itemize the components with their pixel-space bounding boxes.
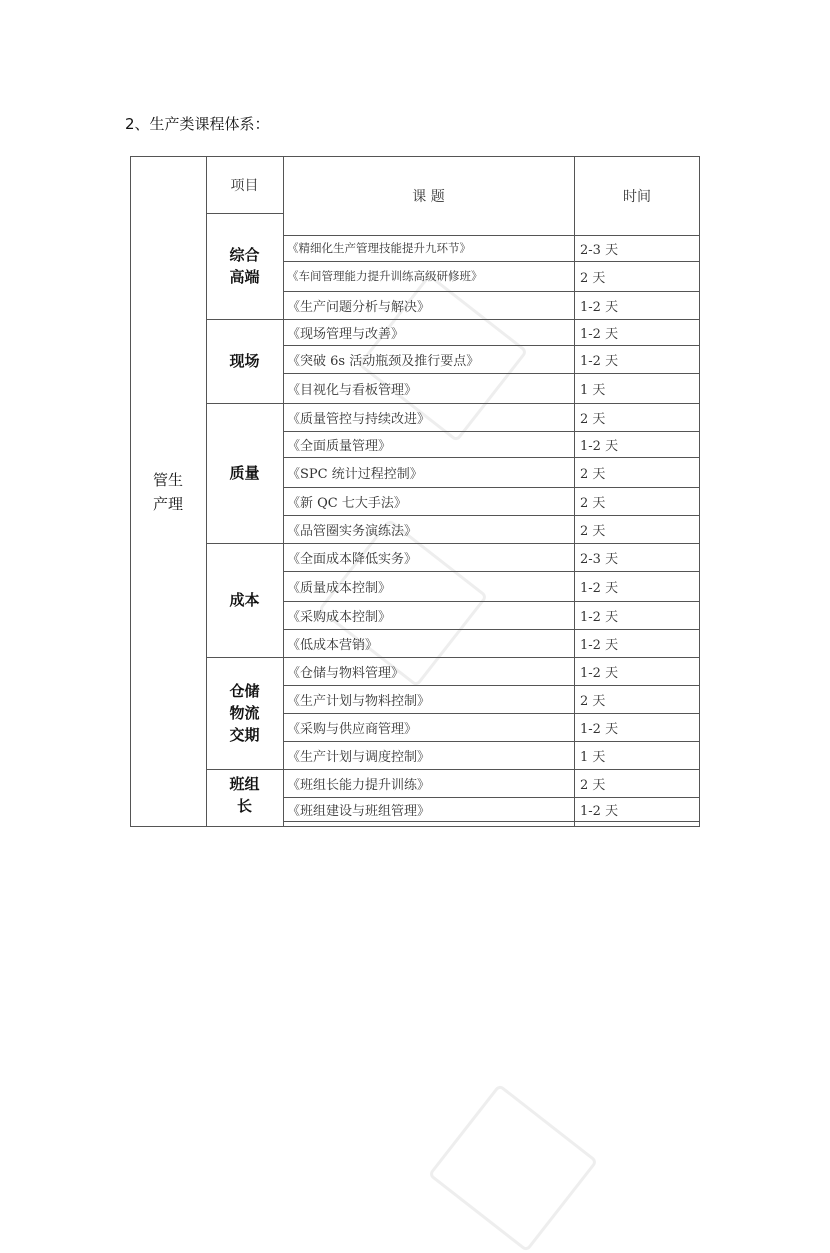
course-title: 《质量管控与持续改进》 bbox=[287, 411, 431, 427]
course-duration: 1-2 天 bbox=[580, 438, 619, 454]
course-duration: 2-3 天 bbox=[580, 551, 619, 567]
group-label: 班组 长 bbox=[229, 775, 260, 815]
course-title: 《班组长能力提升训练》 bbox=[287, 777, 431, 793]
course-title: 《质量成本控制》 bbox=[287, 580, 392, 596]
section-heading: 2、生产类课程体系： bbox=[125, 115, 270, 133]
course-title: 《品管圈实务演练法》 bbox=[287, 523, 418, 539]
course-title: 《采购成本控制》 bbox=[287, 609, 392, 625]
course-duration: 1-2 天 bbox=[580, 580, 619, 596]
course-title: 《现场管理与改善》 bbox=[287, 326, 405, 342]
course-duration: 2 天 bbox=[580, 523, 606, 539]
course-title: 《生产问题分析与解决》 bbox=[287, 299, 431, 315]
course-title: 《班组建设与班组管理》 bbox=[287, 803, 431, 819]
course-duration: 1-2 天 bbox=[580, 637, 619, 653]
group-label: 成本 bbox=[229, 591, 260, 609]
course-duration: 1-2 天 bbox=[580, 326, 619, 342]
course-duration: 1-2 天 bbox=[580, 299, 619, 315]
course-duration: 2 天 bbox=[580, 495, 606, 511]
course-title: 《全面成本降低实务》 bbox=[287, 551, 418, 567]
course-title: 《车间管理能力提升训练高级研修班》 bbox=[287, 269, 483, 283]
course-duration: 1-2 天 bbox=[580, 721, 619, 737]
course-title: 《新 QC 七大手法》 bbox=[287, 495, 407, 511]
group-label: 质量 bbox=[229, 464, 260, 482]
course-title: 《突破 6s 活动瓶颈及推行要点》 bbox=[287, 353, 480, 369]
header-item: 项目 bbox=[230, 177, 259, 194]
table-border bbox=[283, 156, 284, 827]
course-title: 《采购与供应商管理》 bbox=[287, 721, 418, 737]
course-duration: 1-2 天 bbox=[580, 665, 619, 681]
group-label: 现场 bbox=[229, 352, 260, 370]
course-duration: 1-2 天 bbox=[580, 609, 619, 625]
course-duration: 2 天 bbox=[580, 411, 606, 427]
table-border bbox=[130, 826, 700, 827]
course-duration: 1-2 天 bbox=[580, 353, 619, 369]
course-duration: 2 天 bbox=[580, 270, 606, 286]
course-duration: 2-3 天 bbox=[580, 242, 619, 258]
table-border bbox=[699, 156, 700, 827]
course-title: 《生产计划与物料控制》 bbox=[287, 693, 431, 709]
course-title: 《精细化生产管理技能提升九环节》 bbox=[287, 241, 471, 255]
group-label: 仓储 物流 交期 bbox=[229, 682, 260, 744]
header-topic: 课 题 bbox=[412, 188, 445, 205]
header-time: 时间 bbox=[623, 188, 651, 205]
course-duration: 2 天 bbox=[580, 693, 606, 709]
group-label: 综合 高端 bbox=[229, 246, 260, 286]
course-title: 《全面质量管理》 bbox=[287, 438, 392, 454]
table-border bbox=[283, 821, 700, 822]
course-title: 《SPC 统计过程控制》 bbox=[287, 466, 423, 482]
course-duration: 2 天 bbox=[580, 777, 606, 793]
course-duration: 1 天 bbox=[580, 382, 606, 398]
course-duration: 1-2 天 bbox=[580, 803, 619, 819]
course-title: 《仓储与物料管理》 bbox=[287, 665, 405, 681]
course-duration: 2 天 bbox=[580, 466, 606, 482]
course-duration: 1 天 bbox=[580, 749, 606, 765]
main-category-label: 管生 产理 bbox=[152, 470, 183, 513]
course-title: 《生产计划与调度控制》 bbox=[287, 749, 431, 765]
course-title: 《低成本营销》 bbox=[287, 637, 379, 653]
table-border bbox=[574, 156, 575, 827]
watermark-shape bbox=[428, 1084, 599, 1253]
course-title: 《目视化与看板管理》 bbox=[287, 382, 418, 398]
course-table bbox=[130, 156, 700, 827]
